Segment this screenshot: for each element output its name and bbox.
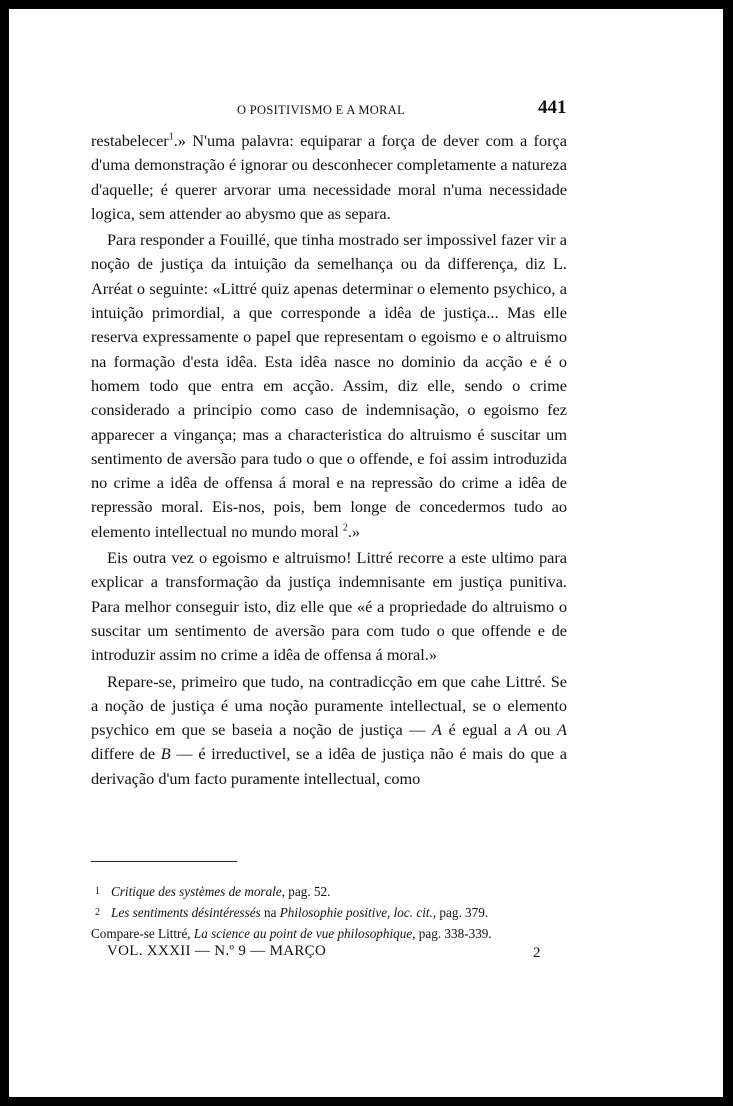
footnote-2-continued	[91, 923, 571, 944]
page-number: 441	[538, 97, 567, 118]
footnote-3-title: La science au point de vue philosophique	[193, 926, 413, 941]
signature-line	[107, 943, 547, 967]
footnote-rule	[91, 861, 237, 862]
footnote-marker-1: 1	[168, 131, 174, 143]
p1-text-b: .» N'uma palavra: equiparar a força de dever com a força d'uma demonstração é ignorar ou desconhecer completamente a natureza d'aquelle; é querer arvorar uma necessidade moral n'uma necessidade logica, sem attender ao abysmo que as separa.	[91, 131, 567, 223]
paragraph-1	[91, 129, 567, 226]
body-text	[91, 129, 567, 791]
p4-var-a1: A	[432, 720, 442, 740]
p4-text-b: é egual a	[441, 720, 518, 740]
footnote-1-title: Critique des systèmes de morale	[111, 884, 282, 899]
footnote-1-number: 1	[95, 886, 100, 897]
p2-text-a: Para responder a Fouillé, que tinha mostrado ser impossivel fazer vir a noção de justiça da intuição da semelhança ou da differença, diz L. Arréat o seguinte: «Littré quiz apenas determinar o elemento psychico, a intuição primordial, a que corresponde a idêa de justiça... Mas elle reserva expressamente o papel que representam o egoismo e o altruismo na formação d'esta idêa. Esta idêa nasce no dominio da acção e é o homem todo que entra em acção. Assim, diz elle, sendo o crime considerado a principio como caso de indemnisação, o egoismo fez apparecer a vingança; mas a characteristica do altruismo é suscitar um sentimento de aversão para tudo o que o offende, e foi assim introduzida no crime a idêa de offensa á moral e na repressão do crime a idêa de repressão moral. Eis-nos, pois, bem longe de concedermos tudo ao elemento intellectual no mundo moral	[91, 230, 567, 541]
volume-signature: VOL. XXXII — N.º 9 — MARÇO	[107, 943, 327, 959]
footnote-1	[91, 881, 571, 902]
footnote-2-rest: , pag. 379.	[432, 905, 489, 920]
page-header	[9, 97, 723, 121]
p4-var-a3: A	[557, 720, 567, 740]
p4-var-b: B	[160, 744, 171, 764]
p4-text-e: — é irreductivel, se a idêa de justiça não é mais do que a derivação d'um facto puramente intellectual, como	[91, 744, 567, 788]
footnote-2-journal: Philosophie positive, loc. cit.	[279, 905, 433, 920]
paragraph-3: Eis outra vez o egoismo e altruismo! Littré recorre a este ultimo para explicar a transformação da justiça indemnisante em justiça punitiva. Para melhor conseguir isto, diz elle que «é a propriedade do altruismo o suscitar um sentimento de aversão para com tudo o que offende e de introduzir assim no crime a idêa de offensa á moral.»	[91, 548, 567, 665]
footnote-2-title: Les sentiments désintéressés	[111, 905, 261, 920]
p4-text-a: Repare-se, primeiro que tudo, na contradicção em que cahe Littré. Se a noção de justiça é uma noção puramente intellectual, se o elemento psychico em que se baseia a noção de justiça —	[91, 671, 567, 740]
p4-var-a2: A	[517, 720, 528, 740]
footnote-2	[91, 902, 571, 923]
footnote-marker-2: 2	[342, 522, 348, 534]
footnote-2-number: 2	[95, 907, 100, 918]
footnote-3-text: Compare-se Littré,	[91, 926, 194, 941]
p4-text-c: ou	[527, 720, 558, 740]
footnote-2-mid: na	[260, 905, 280, 920]
running-title: O POSITIVISMO E A MORAL	[237, 103, 406, 117]
paragraph-2	[91, 228, 567, 544]
footnote-3-rest: , pag. 338-339.	[412, 926, 492, 941]
p1-text-a: restabelecer	[91, 131, 169, 150]
footnote-1-rest: , pag. 52.	[281, 884, 331, 899]
paragraph-4	[91, 670, 567, 791]
p2-text-b: .»	[347, 521, 361, 541]
sheet-number: 2	[533, 945, 541, 961]
p4-text-d: differe de	[91, 744, 161, 764]
page	[9, 9, 723, 1097]
footnotes	[91, 881, 571, 944]
